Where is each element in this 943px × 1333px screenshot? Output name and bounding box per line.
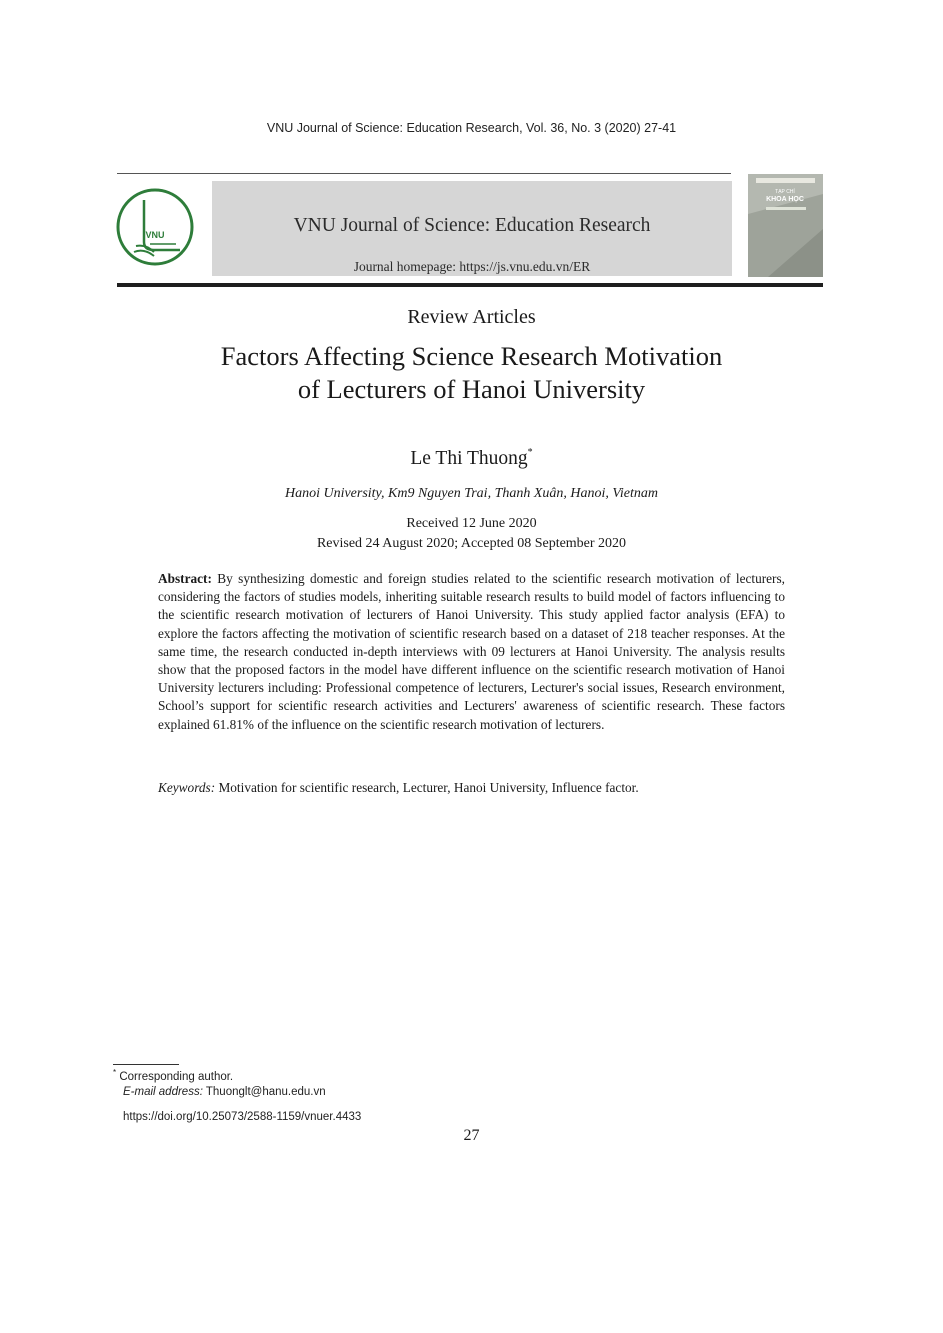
footnote-email — [123, 1086, 326, 1098]
cover-line2: KHOA HỌC — [766, 196, 804, 203]
logo-text: VNU — [145, 230, 165, 240]
abstract-label: Abstract: — [158, 571, 212, 586]
keywords-text: Motivation for scientific research, Lecturer, Hanoi University, Influence factor. — [218, 780, 639, 795]
footnote-mark: * — [113, 1068, 117, 1077]
running-head: VNU Journal of Science: Education Research, Vol. 36, No. 3 (2020) 27-41 — [266, 121, 677, 135]
author — [0, 447, 943, 470]
corresponding-author-note: Corresponding author. — [119, 1070, 234, 1083]
vnu-logo — [114, 186, 196, 268]
title-line-1: Factors Affecting Science Research Motivation — [220, 341, 723, 371]
cover-art — [748, 174, 823, 277]
revised-accepted-date: Revised 24 August 2020; Accepted 08 September 2020 — [316, 536, 627, 551]
footnote-rule — [113, 1064, 179, 1065]
banner-title: VNU Journal of Science: Education Research — [293, 215, 651, 236]
journal-cover-thumbnail — [748, 174, 823, 277]
cover-line1: TẠP CHÍ — [775, 189, 795, 195]
keywords-label: Keywords: — [158, 780, 216, 795]
journal-homepage: Journal homepage: https://js.vnu.edu.vn/ER — [353, 259, 591, 274]
section-type: Review Articles — [407, 306, 536, 328]
email-label: E-mail address: — [123, 1086, 203, 1098]
title-line-2: of Lecturers of Hanoi University — [297, 374, 646, 404]
affiliation: Hanoi University, Km9 Nguyen Trai, Thanh Xuân, Hanoi, Vietnam — [284, 486, 659, 501]
page-number: 27 — [463, 1127, 480, 1144]
article-dates — [0, 514, 943, 554]
journal-banner — [212, 181, 732, 276]
corresponding-mark: * — [527, 447, 533, 458]
email-link[interactable]: Thuonglt@hanu.edu.vn — [205, 1086, 326, 1098]
abstract — [158, 570, 785, 734]
received-date: Received 12 June 2020 — [406, 516, 537, 531]
abstract-text: By synthesizing domestic and foreign studies related to the scientific research motivation of lecturers, considering the factors of studies models, inheriting suitable research results to build model of factors influencing to the scientific research motivation of lecturers of Hanoi University. This study applied factor analysis (EFA) to explore the factors affecting the motivation of scientific research based on a dataset of 218 teacher responses. At the same time, the research conducted in-depth interviews with 09 lecturers at Hanoi University. The analysis results show that the proposed factors in the model have different influence on the scientific research motivation of Hanoi University lecturers including: Professional competence of lecturers, Lecturer's social issues, Research environment, School’s support for scientific research activities and Lecturers' awareness of scientific research. These factors explained 61.81% of the influence on the scientific research motivation of lecturers. — [158, 571, 785, 732]
article-title — [0, 340, 943, 406]
author-name: Le Thi Thuong — [410, 448, 528, 469]
keywords — [158, 780, 785, 796]
footnote-corresponding — [113, 1068, 233, 1083]
masthead-rule — [117, 283, 823, 287]
header-rule — [117, 173, 731, 174]
doi-link[interactable]: https://doi.org/10.25073/2588-1159/vnuer.4433 — [123, 1111, 362, 1123]
